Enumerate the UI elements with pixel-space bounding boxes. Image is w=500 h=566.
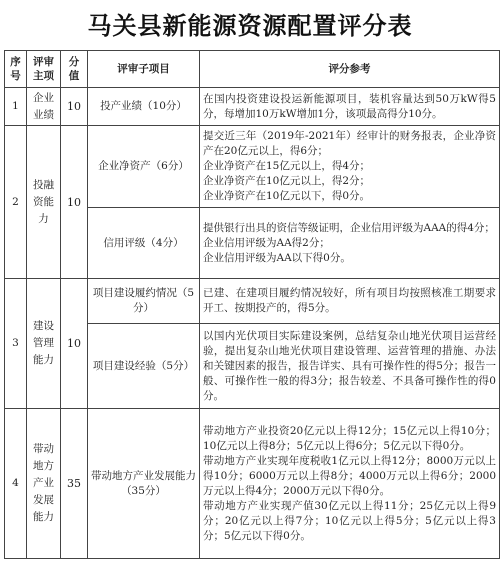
reference-line: 提交近三年（2019年-2021年）经审计的财务报表，企业净资产在20亿元以上，得6分；	[203, 130, 496, 157]
reference-line: 企业净资产在10亿元以上，得2分；	[203, 175, 371, 187]
scoring-reference	[200, 279, 500, 324]
table-row	[5, 88, 500, 126]
table-header-row	[5, 51, 500, 88]
header-ref: 评分参考	[200, 51, 500, 88]
header-seq: 序号	[5, 51, 27, 88]
sub-item-name: 带动地方产业发展能力（35分）	[88, 409, 200, 559]
row-main-item: 投融资能力	[27, 126, 61, 279]
row-score: 10	[61, 88, 88, 126]
table-row	[5, 409, 500, 559]
sub-item-name: 企业净资产（6分）	[88, 126, 200, 208]
header-main: 评审主项	[27, 51, 61, 88]
scoring-table	[4, 50, 500, 559]
reference-line: 带动地方产业实现年度税收1亿元以上得12分；8000万元以上得10分；6000万元以上得8分；4000万元以上得6分；2000万元以上得4分；2000万元以下得0分。	[203, 454, 496, 497]
reference-line: 在国内投资建设投运新能源项目，装机容量达到50万kW得5分，每增加10万kW增加1分，该项最高得分10分。	[203, 92, 496, 120]
header-score: 分值	[61, 51, 88, 88]
reference-line: 带动地方产业实现产值30亿元以上得11分；25亿元以上得9分；20亿元以上得7分；10亿元以上得5分；5亿元以上得3分；5亿元以下得0分。	[203, 499, 496, 542]
row-seq: 2	[5, 126, 27, 279]
scoring-reference	[200, 126, 500, 208]
scoring-reference	[200, 409, 500, 559]
sub-item-name: 投产业绩（10分）	[88, 88, 200, 126]
reference-line: 提供银行出具的资信等级证明，企业信用评级为AAA的得4分；	[203, 221, 495, 234]
reference-line: 企业净资产在10亿元以下，得0分。	[203, 190, 371, 202]
page-title: 马关县新能源资源配置评分表	[87, 12, 413, 40]
row-main-item: 建设管理能力	[27, 279, 61, 409]
table-row	[5, 279, 500, 324]
row-seq: 1	[5, 88, 27, 126]
scoring-reference	[200, 88, 500, 126]
row-score: 10	[61, 126, 88, 279]
row-score: 10	[61, 279, 88, 409]
header-sub: 评审子项目	[88, 51, 200, 88]
reference-line: 以国内光伏项目实际建设案例，总结复杂山地光伏项目运营经验，提出复杂山地光伏项目建设管理、运营管理的措施、办法和关键因素的报告，报告详实、具有可操作性的得5分；报告一般、可操作性一般的得3分；报告较差、不具备可操作性的得0分。	[203, 329, 496, 402]
row-seq: 4	[5, 409, 27, 559]
sub-item-name: 信用评级（4分）	[88, 208, 200, 279]
scoring-reference	[200, 208, 500, 279]
reference-line: 企业信用评级为AA以下得0分。	[203, 251, 351, 264]
row-score: 35	[61, 409, 88, 559]
table-row	[5, 126, 500, 208]
scoring-reference	[200, 324, 500, 409]
sub-item-name: 项目建设履约情况（5分）	[88, 279, 200, 324]
row-main-item: 带动地方产业发展能力	[27, 409, 61, 559]
reference-line: 企业信用评级为AA得2分；	[203, 236, 330, 249]
reference-line: 已建、在建项目履约情况较好，所有项目均按照核准工期要求开工、按期投产的，得5分。	[203, 287, 496, 314]
row-main-item: 企业业绩	[27, 88, 61, 126]
sub-item-name: 项目建设经验（5分）	[88, 324, 200, 409]
reference-line: 带动地方产业投资20亿元以上得12分；15亿元以上得10分；10亿元以上得8分；5亿元以上得6分；5亿元以下得0分。	[203, 424, 496, 452]
row-seq: 3	[5, 279, 27, 409]
reference-line: 企业净资产在15亿元以上，得4分；	[203, 160, 371, 172]
